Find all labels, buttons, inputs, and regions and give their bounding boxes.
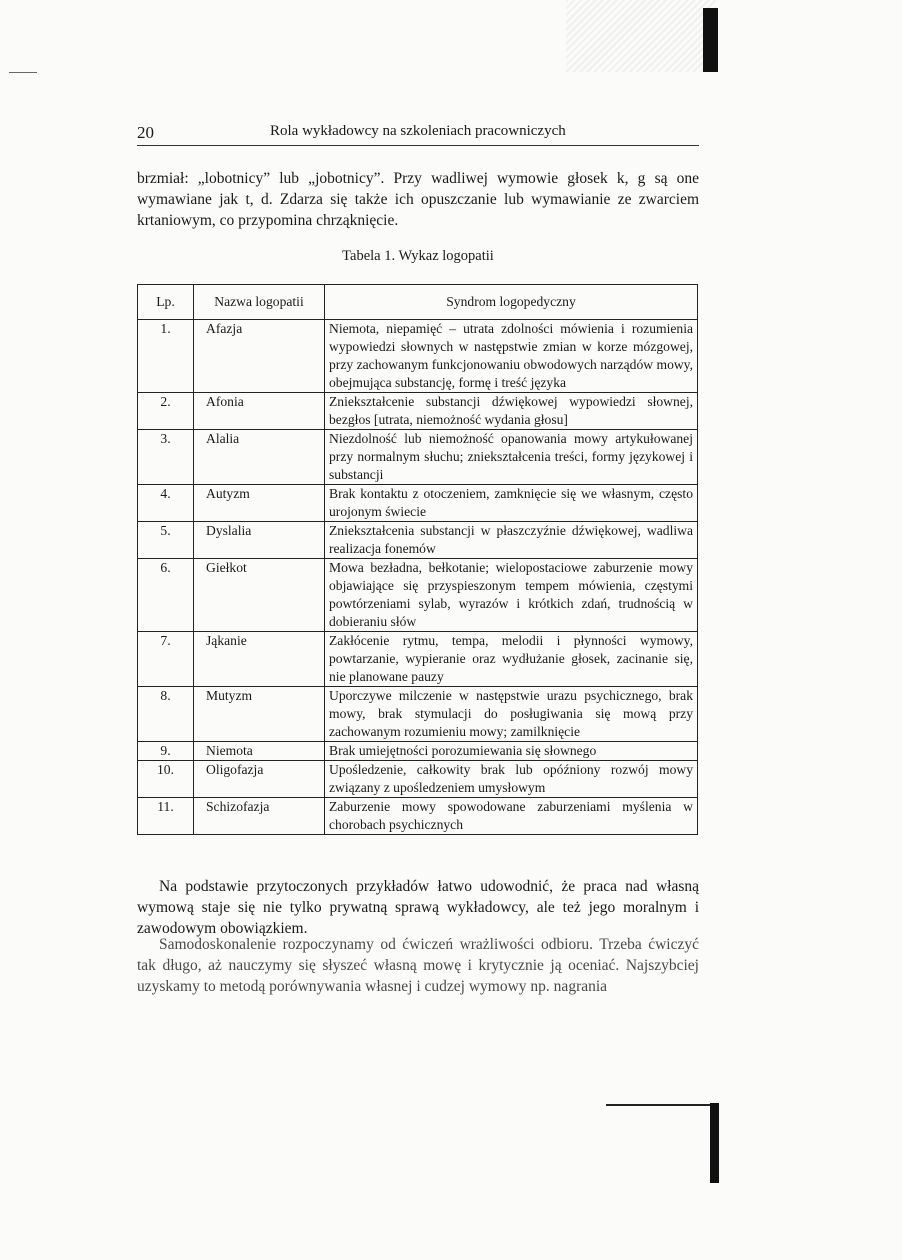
row-number: 2. [138, 393, 194, 430]
syndrome-text: Niezdolność lub niemożność opanowania mowy artykułowanej przy normalnym słuchu; zniekształcenia treści, formy językowej i substancji [325, 430, 698, 485]
syndrome-text: Zniekształcenie substancji dźwiękowej wypowiedzi słownej, bezgłos [utrata, niemożność wydania głosu] [325, 393, 698, 430]
self-improvement-paragraph: Samodoskonalenie rozpoczynamy od ćwiczeń wrażliwości odbioru. Trzeba ćwiczyć tak długo, aż nauczymy się słyszeć własną mowę i krytycznie ją oceniać. Najszybciej uzyskamy to metodą porównywania własnej i cudzej wymowy np. nagrania [137, 936, 699, 995]
logopathy-name: Jąkanie [194, 632, 325, 687]
syndrome-text: Brak kontaktu z otoczeniem, zamknięcie się we własnym, często urojonym świecie [325, 485, 698, 522]
row-number: 8. [138, 687, 194, 742]
syndrome-text: Zaburzenie mowy spowodowane zaburzeniami myślenia w chorobach psychicznych [325, 798, 698, 835]
syndrome-text: Niemota, niepamięć – utrata zdolności mówienia i rozumienia wypowiedzi słownych w następstwie zmian w korze mózgowej, przy zachowanym funkcjonowaniu obwodowych narządów mowy, obejmująca substancję, formę i treść języka [325, 320, 698, 393]
logopathy-name: Schizofazja [194, 798, 325, 835]
row-number: 6. [138, 559, 194, 632]
table-row [138, 632, 698, 687]
scan-line-bottom [606, 1104, 710, 1106]
row-number: 4. [138, 485, 194, 522]
table-row [138, 742, 698, 761]
table-row [138, 522, 698, 559]
row-number: 10. [138, 761, 194, 798]
running-title: Rola wykładowcy na szkoleniach pracowniczych [270, 123, 566, 139]
table-row [138, 320, 698, 393]
table-header-row [138, 285, 698, 320]
row-number: 11. [138, 798, 194, 835]
table-row [138, 798, 698, 835]
table-row [138, 430, 698, 485]
logopathy-name: Mutyzm [194, 687, 325, 742]
logopathy-name: Afonia [194, 393, 325, 430]
logopathy-name: Autyzm [194, 485, 325, 522]
page-number: 20 [137, 123, 154, 142]
column-header-syndrome: Syndrom logopedyczny [325, 285, 698, 320]
logopathy-table [137, 284, 698, 835]
logopathy-name: Niemota [194, 742, 325, 761]
table-row [138, 687, 698, 742]
syndrome-text: Uporczywe milczenie w następstwie urazu psychicznego, brak mowy, brak stymulacji do posługiwania się mową przy zachowanym rozumieniu mowy; zamilknięcie [325, 687, 698, 742]
table-row [138, 761, 698, 798]
logopathy-name: Dyslalia [194, 522, 325, 559]
scan-edge-mark-top [703, 8, 718, 72]
row-number: 7. [138, 632, 194, 687]
conclusion-paragraph: Na podstawie przytoczonych przykładów łatwo udowodnić, że praca nad własną wymową staje się nie tylko prywatną sprawą wykładowcy, ale też jego moralnym i zawodowym obowiązkiem. [137, 878, 699, 937]
syndrome-text: Zakłócenie rytmu, tempa, melodii i płynności wymowy, powtarzanie, wypieranie oraz wydłużanie głosek, zacinanie się, nie planowane pauzy [325, 632, 698, 687]
table-row [138, 393, 698, 430]
scan-edge-mark-bottom [710, 1103, 719, 1183]
row-number: 1. [138, 320, 194, 393]
syndrome-text: Zniekształcenia substancji w płaszczyźnie dźwiękowej, wadliwa realizacja fonemów [325, 522, 698, 559]
table-row [138, 485, 698, 522]
scan-dash-left [9, 72, 37, 73]
logopathy-name: Afazja [194, 320, 325, 393]
logopathy-name: Giełkot [194, 559, 325, 632]
row-number: 9. [138, 742, 194, 761]
table-caption: Tabela 1. Wykaz logopatii [342, 248, 494, 264]
scan-shadow-top [566, 0, 716, 72]
column-header-lp: Lp. [138, 285, 194, 320]
logopathy-name: Oligofazja [194, 761, 325, 798]
syndrome-text: Upośledzenie, całkowity brak lub opóźniony rozwój mowy związany z upośledzeniem umysłowym [325, 761, 698, 798]
running-head [137, 123, 699, 146]
intro-paragraph: brzmiał: „lobotnicy” lub „jobotnicy”. Przy wadliwej wymowie głosek k, g są one wymawiane jak t, d. Zdarza się także ich opuszczanie lub wymawianie ze zwarciem krtaniowym, co przypomina chrząknięcie. [137, 170, 699, 229]
logopathy-name: Alalia [194, 430, 325, 485]
row-number: 3. [138, 430, 194, 485]
table-row [138, 559, 698, 632]
syndrome-text: Brak umiejętności porozumiewania się słownego [325, 742, 698, 761]
column-header-name: Nazwa logopatii [194, 285, 325, 320]
row-number: 5. [138, 522, 194, 559]
syndrome-text: Mowa bezładna, bełkotanie; wielopostaciowe zaburzenie mowy objawiające się przyspieszonym tempem mówienia, częstymi powtórzeniami sylab, wyrazów i krótkich zdań, trudnością w dobieraniu słów [325, 559, 698, 632]
